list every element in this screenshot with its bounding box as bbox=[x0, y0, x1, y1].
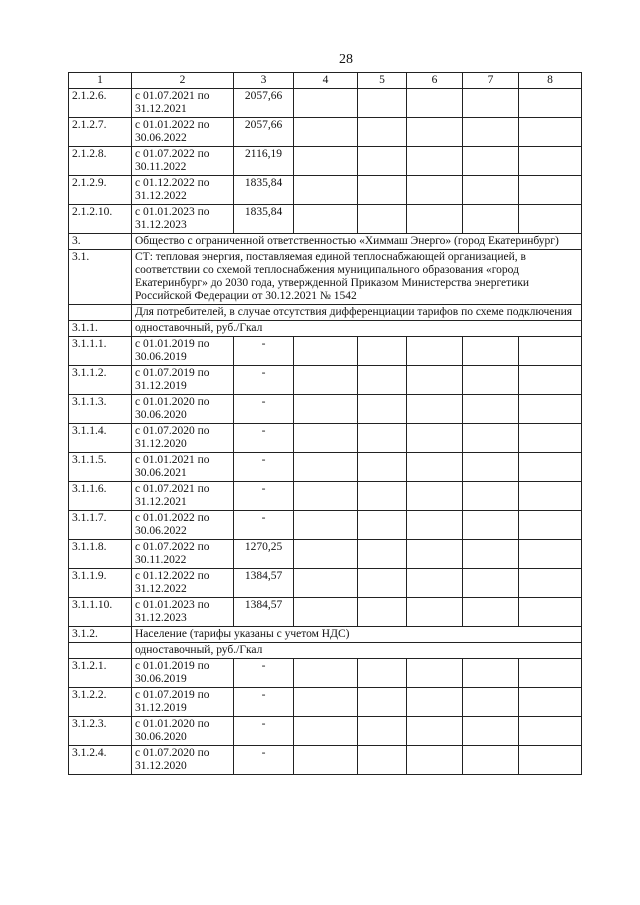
value-cell: - bbox=[234, 717, 294, 746]
row-number-cell: 3. bbox=[69, 234, 132, 250]
section-text-cell: СТ: тепловая энергия, поставляемая единой теплоснабжающей организацией, в соответствии со схемой теплоснабжения муниципального образования «город Екатеринбург» до 2030 года, утвержденной Приказом Министерства энергетики Российской Федерации от 30.12.2021 № 1542 bbox=[132, 250, 582, 305]
empty-cell bbox=[519, 453, 582, 482]
header-cell: 5 bbox=[358, 73, 407, 89]
row-number-cell bbox=[69, 643, 132, 659]
table-row bbox=[69, 337, 582, 366]
row-number-cell: 3.1.1. bbox=[69, 321, 132, 337]
table-row bbox=[69, 659, 582, 688]
empty-cell bbox=[358, 659, 407, 688]
empty-cell bbox=[358, 540, 407, 569]
empty-cell bbox=[407, 118, 463, 147]
table-row bbox=[69, 424, 582, 453]
empty-cell bbox=[294, 717, 358, 746]
empty-cell bbox=[294, 482, 358, 511]
empty-cell bbox=[519, 89, 582, 118]
empty-cell bbox=[519, 147, 582, 176]
empty-cell bbox=[294, 511, 358, 540]
row-number-cell: 2.1.2.9. bbox=[69, 176, 132, 205]
value-cell: - bbox=[234, 688, 294, 717]
row-number-cell: 3.1.2. bbox=[69, 627, 132, 643]
row-number-cell: 3.1.1.6. bbox=[69, 482, 132, 511]
empty-cell bbox=[407, 569, 463, 598]
period-cell: с 01.01.2023 по 31.12.2023 bbox=[132, 205, 234, 234]
empty-cell bbox=[463, 366, 519, 395]
empty-cell bbox=[358, 424, 407, 453]
row-number-cell: 2.1.2.8. bbox=[69, 147, 132, 176]
empty-cell bbox=[407, 482, 463, 511]
empty-cell bbox=[358, 337, 407, 366]
empty-cell bbox=[294, 598, 358, 627]
empty-cell bbox=[294, 659, 358, 688]
row-number-cell: 3.1.1.1. bbox=[69, 337, 132, 366]
period-cell: с 01.01.2020 по 30.06.2020 bbox=[132, 717, 234, 746]
value-cell: 2057,66 bbox=[234, 89, 294, 118]
value-cell: 1384,57 bbox=[234, 598, 294, 627]
empty-cell bbox=[463, 746, 519, 775]
period-cell: с 01.07.2019 по 31.12.2019 bbox=[132, 366, 234, 395]
period-cell: с 01.07.2022 по 30.11.2022 bbox=[132, 540, 234, 569]
empty-cell bbox=[294, 366, 358, 395]
value-cell: - bbox=[234, 482, 294, 511]
empty-cell bbox=[358, 205, 407, 234]
period-cell: с 01.12.2022 по 31.12.2022 bbox=[132, 176, 234, 205]
table-row bbox=[69, 147, 582, 176]
empty-cell bbox=[519, 366, 582, 395]
empty-cell bbox=[294, 118, 358, 147]
empty-cell bbox=[519, 176, 582, 205]
empty-cell bbox=[294, 205, 358, 234]
table-row bbox=[69, 511, 582, 540]
header-cell: 1 bbox=[69, 73, 132, 89]
value-cell: 1835,84 bbox=[234, 205, 294, 234]
empty-cell bbox=[407, 89, 463, 118]
empty-cell bbox=[407, 366, 463, 395]
table-row bbox=[69, 305, 582, 321]
table-row bbox=[69, 250, 582, 305]
empty-cell bbox=[407, 688, 463, 717]
row-number-cell: 3.1.2.1. bbox=[69, 659, 132, 688]
value-cell: - bbox=[234, 746, 294, 775]
empty-cell bbox=[294, 540, 358, 569]
empty-cell bbox=[358, 688, 407, 717]
empty-cell bbox=[407, 746, 463, 775]
table-row bbox=[69, 321, 582, 337]
empty-cell bbox=[294, 453, 358, 482]
period-cell: с 01.07.2020 по 31.12.2020 bbox=[132, 424, 234, 453]
empty-cell bbox=[519, 717, 582, 746]
table-row bbox=[69, 643, 582, 659]
empty-cell bbox=[519, 746, 582, 775]
table-row bbox=[69, 540, 582, 569]
empty-cell bbox=[358, 511, 407, 540]
empty-cell bbox=[407, 176, 463, 205]
empty-cell bbox=[463, 337, 519, 366]
empty-cell bbox=[358, 395, 407, 424]
empty-cell bbox=[358, 89, 407, 118]
empty-cell bbox=[294, 147, 358, 176]
header-row bbox=[69, 73, 582, 89]
table-row bbox=[69, 205, 582, 234]
empty-cell bbox=[294, 746, 358, 775]
empty-cell bbox=[519, 118, 582, 147]
period-cell: с 01.07.2020 по 31.12.2020 bbox=[132, 746, 234, 775]
table-row bbox=[69, 627, 582, 643]
empty-cell bbox=[519, 424, 582, 453]
table-row bbox=[69, 598, 582, 627]
empty-cell bbox=[463, 598, 519, 627]
header-cell: 8 bbox=[519, 73, 582, 89]
empty-cell bbox=[463, 540, 519, 569]
row-number-cell: 3.1.1.8. bbox=[69, 540, 132, 569]
empty-cell bbox=[519, 659, 582, 688]
section-text-cell: Для потребителей, в случае отсутствия дифференциации тарифов по схеме подключения bbox=[132, 305, 582, 321]
empty-cell bbox=[519, 569, 582, 598]
table-row bbox=[69, 453, 582, 482]
table-row bbox=[69, 176, 582, 205]
table-body bbox=[69, 89, 582, 775]
empty-cell bbox=[407, 453, 463, 482]
empty-cell bbox=[358, 453, 407, 482]
row-number-cell: 3.1.1.5. bbox=[69, 453, 132, 482]
empty-cell bbox=[519, 540, 582, 569]
empty-cell bbox=[358, 598, 407, 627]
empty-cell bbox=[294, 424, 358, 453]
value-cell: - bbox=[234, 511, 294, 540]
empty-cell bbox=[519, 482, 582, 511]
row-number-cell: 3.1.2.3. bbox=[69, 717, 132, 746]
row-number-cell: 3.1.2.4. bbox=[69, 746, 132, 775]
empty-cell bbox=[294, 89, 358, 118]
empty-cell bbox=[519, 511, 582, 540]
row-number-cell: 3.1.1.9. bbox=[69, 569, 132, 598]
empty-cell bbox=[463, 569, 519, 598]
empty-cell bbox=[519, 598, 582, 627]
row-number-cell bbox=[69, 305, 132, 321]
table-row bbox=[69, 234, 582, 250]
row-number-cell: 2.1.2.6. bbox=[69, 89, 132, 118]
period-cell: с 01.07.2021 по 31.12.2021 bbox=[132, 89, 234, 118]
empty-cell bbox=[519, 688, 582, 717]
section-text-cell: одноставочный, руб./Гкал bbox=[132, 321, 582, 337]
section-text-cell: Население (тарифы указаны с учетом НДС) bbox=[132, 627, 582, 643]
value-cell: - bbox=[234, 366, 294, 395]
empty-cell bbox=[294, 569, 358, 598]
empty-cell bbox=[407, 337, 463, 366]
value-cell: - bbox=[234, 424, 294, 453]
empty-cell bbox=[407, 424, 463, 453]
row-number-cell: 3.1.1.2. bbox=[69, 366, 132, 395]
empty-cell bbox=[463, 482, 519, 511]
empty-cell bbox=[294, 395, 358, 424]
period-cell: с 01.01.2019 по 30.06.2019 bbox=[132, 337, 234, 366]
empty-cell bbox=[519, 395, 582, 424]
value-cell: - bbox=[234, 453, 294, 482]
table-row bbox=[69, 366, 582, 395]
empty-cell bbox=[463, 147, 519, 176]
period-cell: с 01.07.2021 по 31.12.2021 bbox=[132, 482, 234, 511]
header-cell: 4 bbox=[294, 73, 358, 89]
empty-cell bbox=[407, 598, 463, 627]
empty-cell bbox=[463, 424, 519, 453]
value-cell: 1835,84 bbox=[234, 176, 294, 205]
table-row bbox=[69, 569, 582, 598]
empty-cell bbox=[407, 717, 463, 746]
empty-cell bbox=[463, 453, 519, 482]
empty-cell bbox=[463, 118, 519, 147]
table-row bbox=[69, 688, 582, 717]
table-row bbox=[69, 118, 582, 147]
period-cell: с 01.07.2022 по 30.11.2022 bbox=[132, 147, 234, 176]
value-cell: - bbox=[234, 659, 294, 688]
header-cell: 7 bbox=[463, 73, 519, 89]
period-cell: с 01.01.2020 по 30.06.2020 bbox=[132, 395, 234, 424]
value-cell: - bbox=[234, 337, 294, 366]
empty-cell bbox=[358, 118, 407, 147]
empty-cell bbox=[407, 511, 463, 540]
empty-cell bbox=[463, 659, 519, 688]
period-cell: с 01.07.2019 по 31.12.2019 bbox=[132, 688, 234, 717]
empty-cell bbox=[294, 688, 358, 717]
period-cell: с 01.01.2019 по 30.06.2019 bbox=[132, 659, 234, 688]
empty-cell bbox=[358, 717, 407, 746]
empty-cell bbox=[294, 337, 358, 366]
row-number-cell: 3.1. bbox=[69, 250, 132, 305]
period-cell: с 01.01.2021 по 30.06.2021 bbox=[132, 453, 234, 482]
table-row bbox=[69, 717, 582, 746]
value-cell: 2116,19 bbox=[234, 147, 294, 176]
row-number-cell: 3.1.1.4. bbox=[69, 424, 132, 453]
row-number-cell: 3.1.2.2. bbox=[69, 688, 132, 717]
empty-cell bbox=[463, 511, 519, 540]
table-row bbox=[69, 395, 582, 424]
empty-cell bbox=[407, 659, 463, 688]
period-cell: с 01.01.2023 по 31.12.2023 bbox=[132, 598, 234, 627]
empty-cell bbox=[519, 205, 582, 234]
period-cell: с 01.01.2022 по 30.06.2022 bbox=[132, 118, 234, 147]
empty-cell bbox=[463, 205, 519, 234]
row-number-cell: 2.1.2.7. bbox=[69, 118, 132, 147]
header-cell: 6 bbox=[407, 73, 463, 89]
page-number: 28 bbox=[339, 52, 353, 67]
period-cell: с 01.12.2022 по 31.12.2022 bbox=[132, 569, 234, 598]
empty-cell bbox=[407, 395, 463, 424]
row-number-cell: 3.1.1.3. bbox=[69, 395, 132, 424]
section-text-cell: одноставочный, руб./Гкал bbox=[132, 643, 582, 659]
empty-cell bbox=[358, 482, 407, 511]
value-cell: 2057,66 bbox=[234, 118, 294, 147]
row-number-cell: 2.1.2.10. bbox=[69, 205, 132, 234]
empty-cell bbox=[463, 688, 519, 717]
value-cell: 1270,25 bbox=[234, 540, 294, 569]
tariff-table bbox=[68, 72, 582, 775]
table-row bbox=[69, 89, 582, 118]
empty-cell bbox=[294, 176, 358, 205]
value-cell: 1384,57 bbox=[234, 569, 294, 598]
empty-cell bbox=[407, 205, 463, 234]
empty-cell bbox=[463, 89, 519, 118]
empty-cell bbox=[463, 395, 519, 424]
empty-cell bbox=[407, 540, 463, 569]
header-cell: 2 bbox=[132, 73, 234, 89]
header-cell: 3 bbox=[234, 73, 294, 89]
table-row bbox=[69, 482, 582, 511]
empty-cell bbox=[519, 337, 582, 366]
table-row bbox=[69, 746, 582, 775]
empty-cell bbox=[407, 147, 463, 176]
row-number-cell: 3.1.1.10. bbox=[69, 598, 132, 627]
section-text-cell: Общество с ограниченной ответственностью «Химмаш Энерго» (город Екатеринбург) bbox=[132, 234, 582, 250]
row-number-cell: 3.1.1.7. bbox=[69, 511, 132, 540]
empty-cell bbox=[358, 176, 407, 205]
empty-cell bbox=[463, 176, 519, 205]
empty-cell bbox=[358, 569, 407, 598]
empty-cell bbox=[358, 746, 407, 775]
empty-cell bbox=[463, 717, 519, 746]
empty-cell bbox=[358, 366, 407, 395]
empty-cell bbox=[358, 147, 407, 176]
period-cell: с 01.01.2022 по 30.06.2022 bbox=[132, 511, 234, 540]
value-cell: - bbox=[234, 395, 294, 424]
